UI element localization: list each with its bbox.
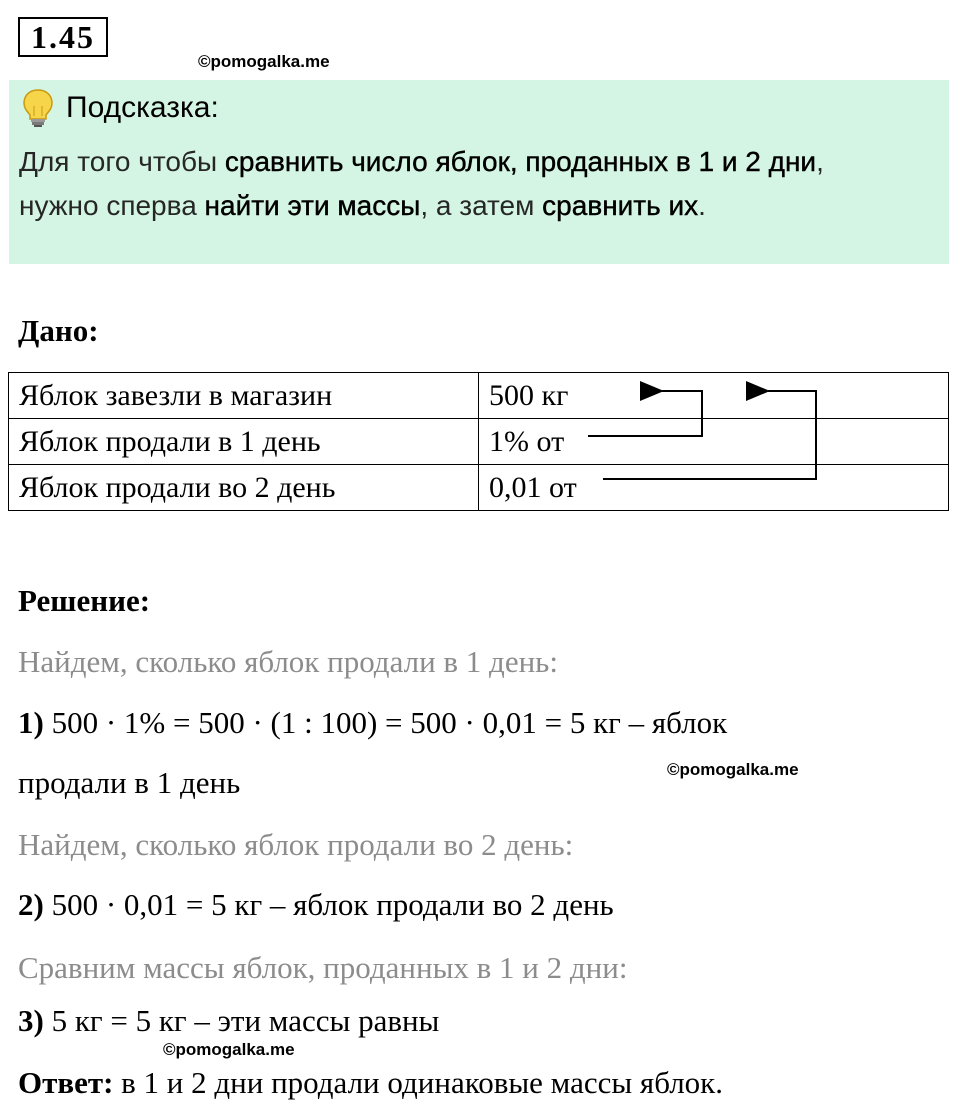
hint-text-part: нужно сперва [19,190,205,221]
hint-text-emphasis: сравнить их [542,190,699,221]
step-text: 500 · 1% = 500 · (1 : 100) = 500 · 0,01 = 5 кг – яблок [43,705,728,740]
given-value: 500 кг [479,373,949,419]
step2-intro: Найдем, сколько яблок продали во 2 день: [18,827,574,862]
step-number: 1) [18,705,44,740]
step-text: 5 кг = 5 кг – эти массы равны [43,1003,440,1038]
step2-equation [18,885,614,925]
step-text: 500 · 0,01 = 5 кг – яблок продали во 2 день [43,887,614,922]
watermark: ©pomogalka.me [163,1040,295,1059]
hint-text-part: Для того чтобы [19,146,225,177]
hint-box [9,80,949,264]
table-row [9,465,949,511]
hint-text-emphasis: найти эти массы [204,190,421,221]
hint-text [19,140,944,228]
task-number: 1.45 [18,17,108,57]
answer [18,1063,723,1103]
step1-intro: Найдем, сколько яблок продали в 1 день: [18,644,558,679]
step3-intro: Сравним массы яблок, проданных в 1 и 2 дни: [18,950,628,985]
step-number: 2) [18,887,44,922]
answer-label: Ответ: [18,1065,114,1100]
hint-text-emphasis: сравнить число яблок, проданных в 1 и 2 дни [224,146,817,177]
given-table [8,372,949,511]
hint-title: Подсказка: [66,91,219,124]
step1-equation [18,703,727,743]
lightbulb-icon [21,88,55,128]
given-value: 0,01 от [479,465,949,511]
given-value: 1% от [479,419,949,465]
step3-equation [18,1001,439,1041]
given-label: Яблок продали во 2 день [9,465,479,511]
solution-heading: Решение: [18,583,151,618]
given-label: Яблок завезли в магазин [9,373,479,419]
given-label: Яблок продали в 1 день [9,419,479,465]
given-heading: Дано: [18,313,99,348]
answer-text: в 1 и 2 дни продали одинаковые массы яблок. [113,1065,723,1100]
table-row [9,373,949,419]
table-row [9,419,949,465]
hint-text-part: . [698,190,706,221]
hint-text-part: , а затем [420,190,543,221]
step1-continuation: продали в 1 день [18,765,241,800]
watermark: ©pomogalka.me [198,52,330,71]
watermark: ©pomogalka.me [667,760,799,779]
hint-text-part: , [816,146,824,177]
step-number: 3) [18,1003,44,1038]
